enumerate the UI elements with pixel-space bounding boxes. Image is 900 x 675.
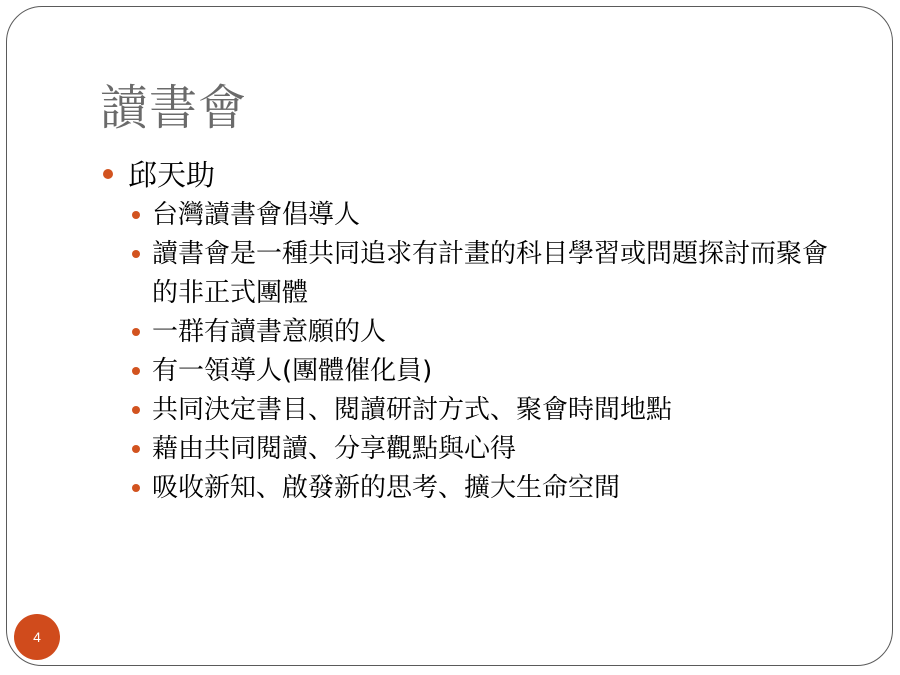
bullet-dot-icon [103,169,113,179]
sub-bullet-text: 吸收新知、啟發新的思考、擴大生命空間 [152,473,621,503]
sub-bullet-text: 一群有讀書意願的人 [152,317,387,347]
bullet-dot-icon [132,445,140,453]
sub-bullet-text: 共同決定書目、閱讀研討方式、聚會時間地點 [152,395,673,425]
bullet-dot-icon [132,211,140,219]
slide-content [102,156,862,508]
sub-bullet-text: 讀書會是一種共同追求有計畫的科目學習或問題探討而聚會的非正式團體 [152,239,829,308]
sub-bullet-item [130,196,852,235]
bullet-dot-icon [132,406,140,414]
sub-bullet-list [130,196,862,508]
bullet-dot-icon [132,367,140,375]
sub-bullet-item [130,430,852,469]
bullet-dot-icon [132,250,140,258]
sub-bullet-text: 藉由共同閱讀、分享觀點與心得 [152,434,517,464]
bullet-level1 [102,156,862,194]
bullet-level1-text: 邱天助 [128,158,216,192]
page-number-badge: 4 [14,614,60,660]
slide-title: 讀書會 [100,80,248,136]
sub-bullet-item [130,235,852,313]
sub-bullet-item [130,313,852,352]
sub-bullet-item [130,352,852,391]
bullet-dot-icon [132,484,140,492]
sub-bullet-text: 有一領導人(團體催化員) [152,356,433,386]
sub-bullet-item [130,391,852,430]
sub-bullet-text: 台灣讀書會倡導人 [152,200,361,230]
bullet-dot-icon [132,328,140,336]
sub-bullet-item [130,469,852,508]
